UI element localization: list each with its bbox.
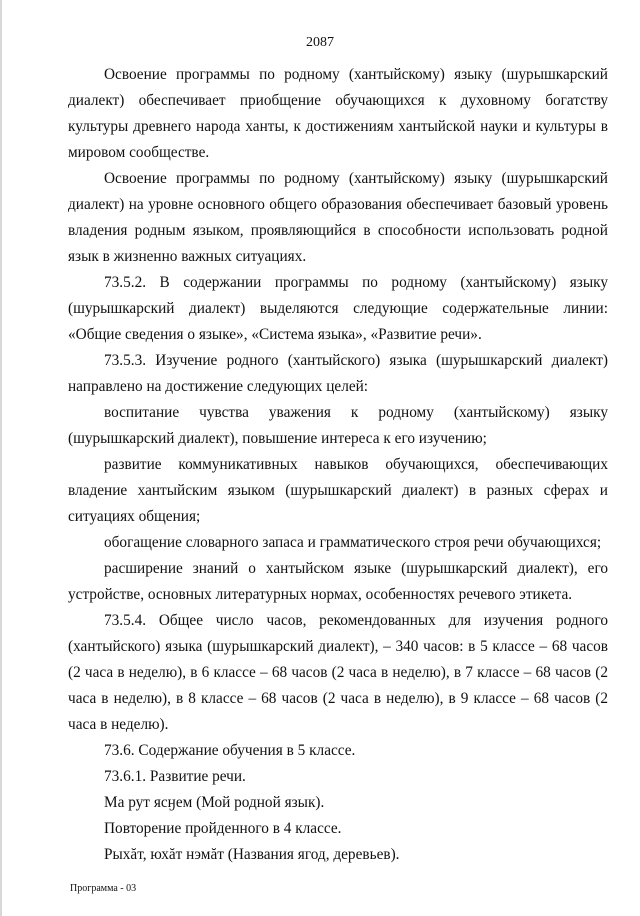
topic-line: Рыхăт, юхăт нэмăт (Названия ягод, деревьев). [104, 846, 400, 863]
paragraph: Освоение программы по родному (хантыйскому) языку (шурышкарский диалект) обеспечивает приобщение обучающихся к духовному богатству культуры древнего народа ханты, к достижениям хантыйской науки и культуры в мировом сообществе. [68, 66, 608, 161]
paragraph: воспитание чувства уважения к родному (хантыйскому) языку (шурышкарский диалект), повышение интереса к его изучению; [68, 404, 608, 447]
paragraph: развитие коммуникативных навыков обучающихся, обеспечивающих владение хантыйским языком (шурышкарский диалект) в разных сферах и ситуациях общения; [68, 456, 608, 525]
paragraph: Освоение программы по родному (хантыйскому) языку (шурышкарский диалект) на уровне основного общего образования обеспечивает базовый уровень владения родным языком, проявляющийся в способности использовать родной язык в жизненно важных ситуациях. [68, 170, 608, 265]
paragraph: расширение знаний о хантыйском языке (шурышкарский диалект), его устройстве, основных литературных нормах, особенностях речевого этикета. [68, 560, 608, 603]
page-number: 2087 [306, 35, 334, 50]
document-body [68, 62, 608, 868]
paragraph: 73.5.3. Изучение родного (хантыйского) языка (шурышкарский диалект) направлено на достижение следующих целей: [68, 352, 608, 395]
subsection-heading: 73.6.1. Развитие речи. [104, 768, 246, 785]
footer-label: Программа - 03 [70, 883, 137, 894]
paragraph: 73.5.4. Общее число часов, рекомендованных для изучения родного (хантыйского) языка (шурышкарский диалект), – 340 часов: в 5 классе – 68 часов (2 часа в неделю), в 6 классе – 68 часов (2 часа в неделю), в 7 классе – 68 часов (2 часа в неделю), в 8 классе – 68 часов (2 часа в неделю), в 9 классе – 68 часов (2 часа в неделю). [68, 612, 608, 733]
topic-line: Ма рут ясӈем (Мой родной язык). [104, 794, 325, 811]
paragraph: 73.5.2. В содержании программы по родному (хантыйскому) языку (шурышкарский диалект) выделяются следующие содержательные линии: «Общие сведения о языке», «Система языка», «Развитие речи». [68, 274, 608, 343]
topic-line: Повторение пройденного в 4 классе. [104, 820, 342, 837]
paragraph: обогащение словарного запаса и грамматического строя речи обучающихся; [104, 534, 602, 551]
section-heading: 73.6. Содержание обучения в 5 классе. [104, 742, 356, 759]
